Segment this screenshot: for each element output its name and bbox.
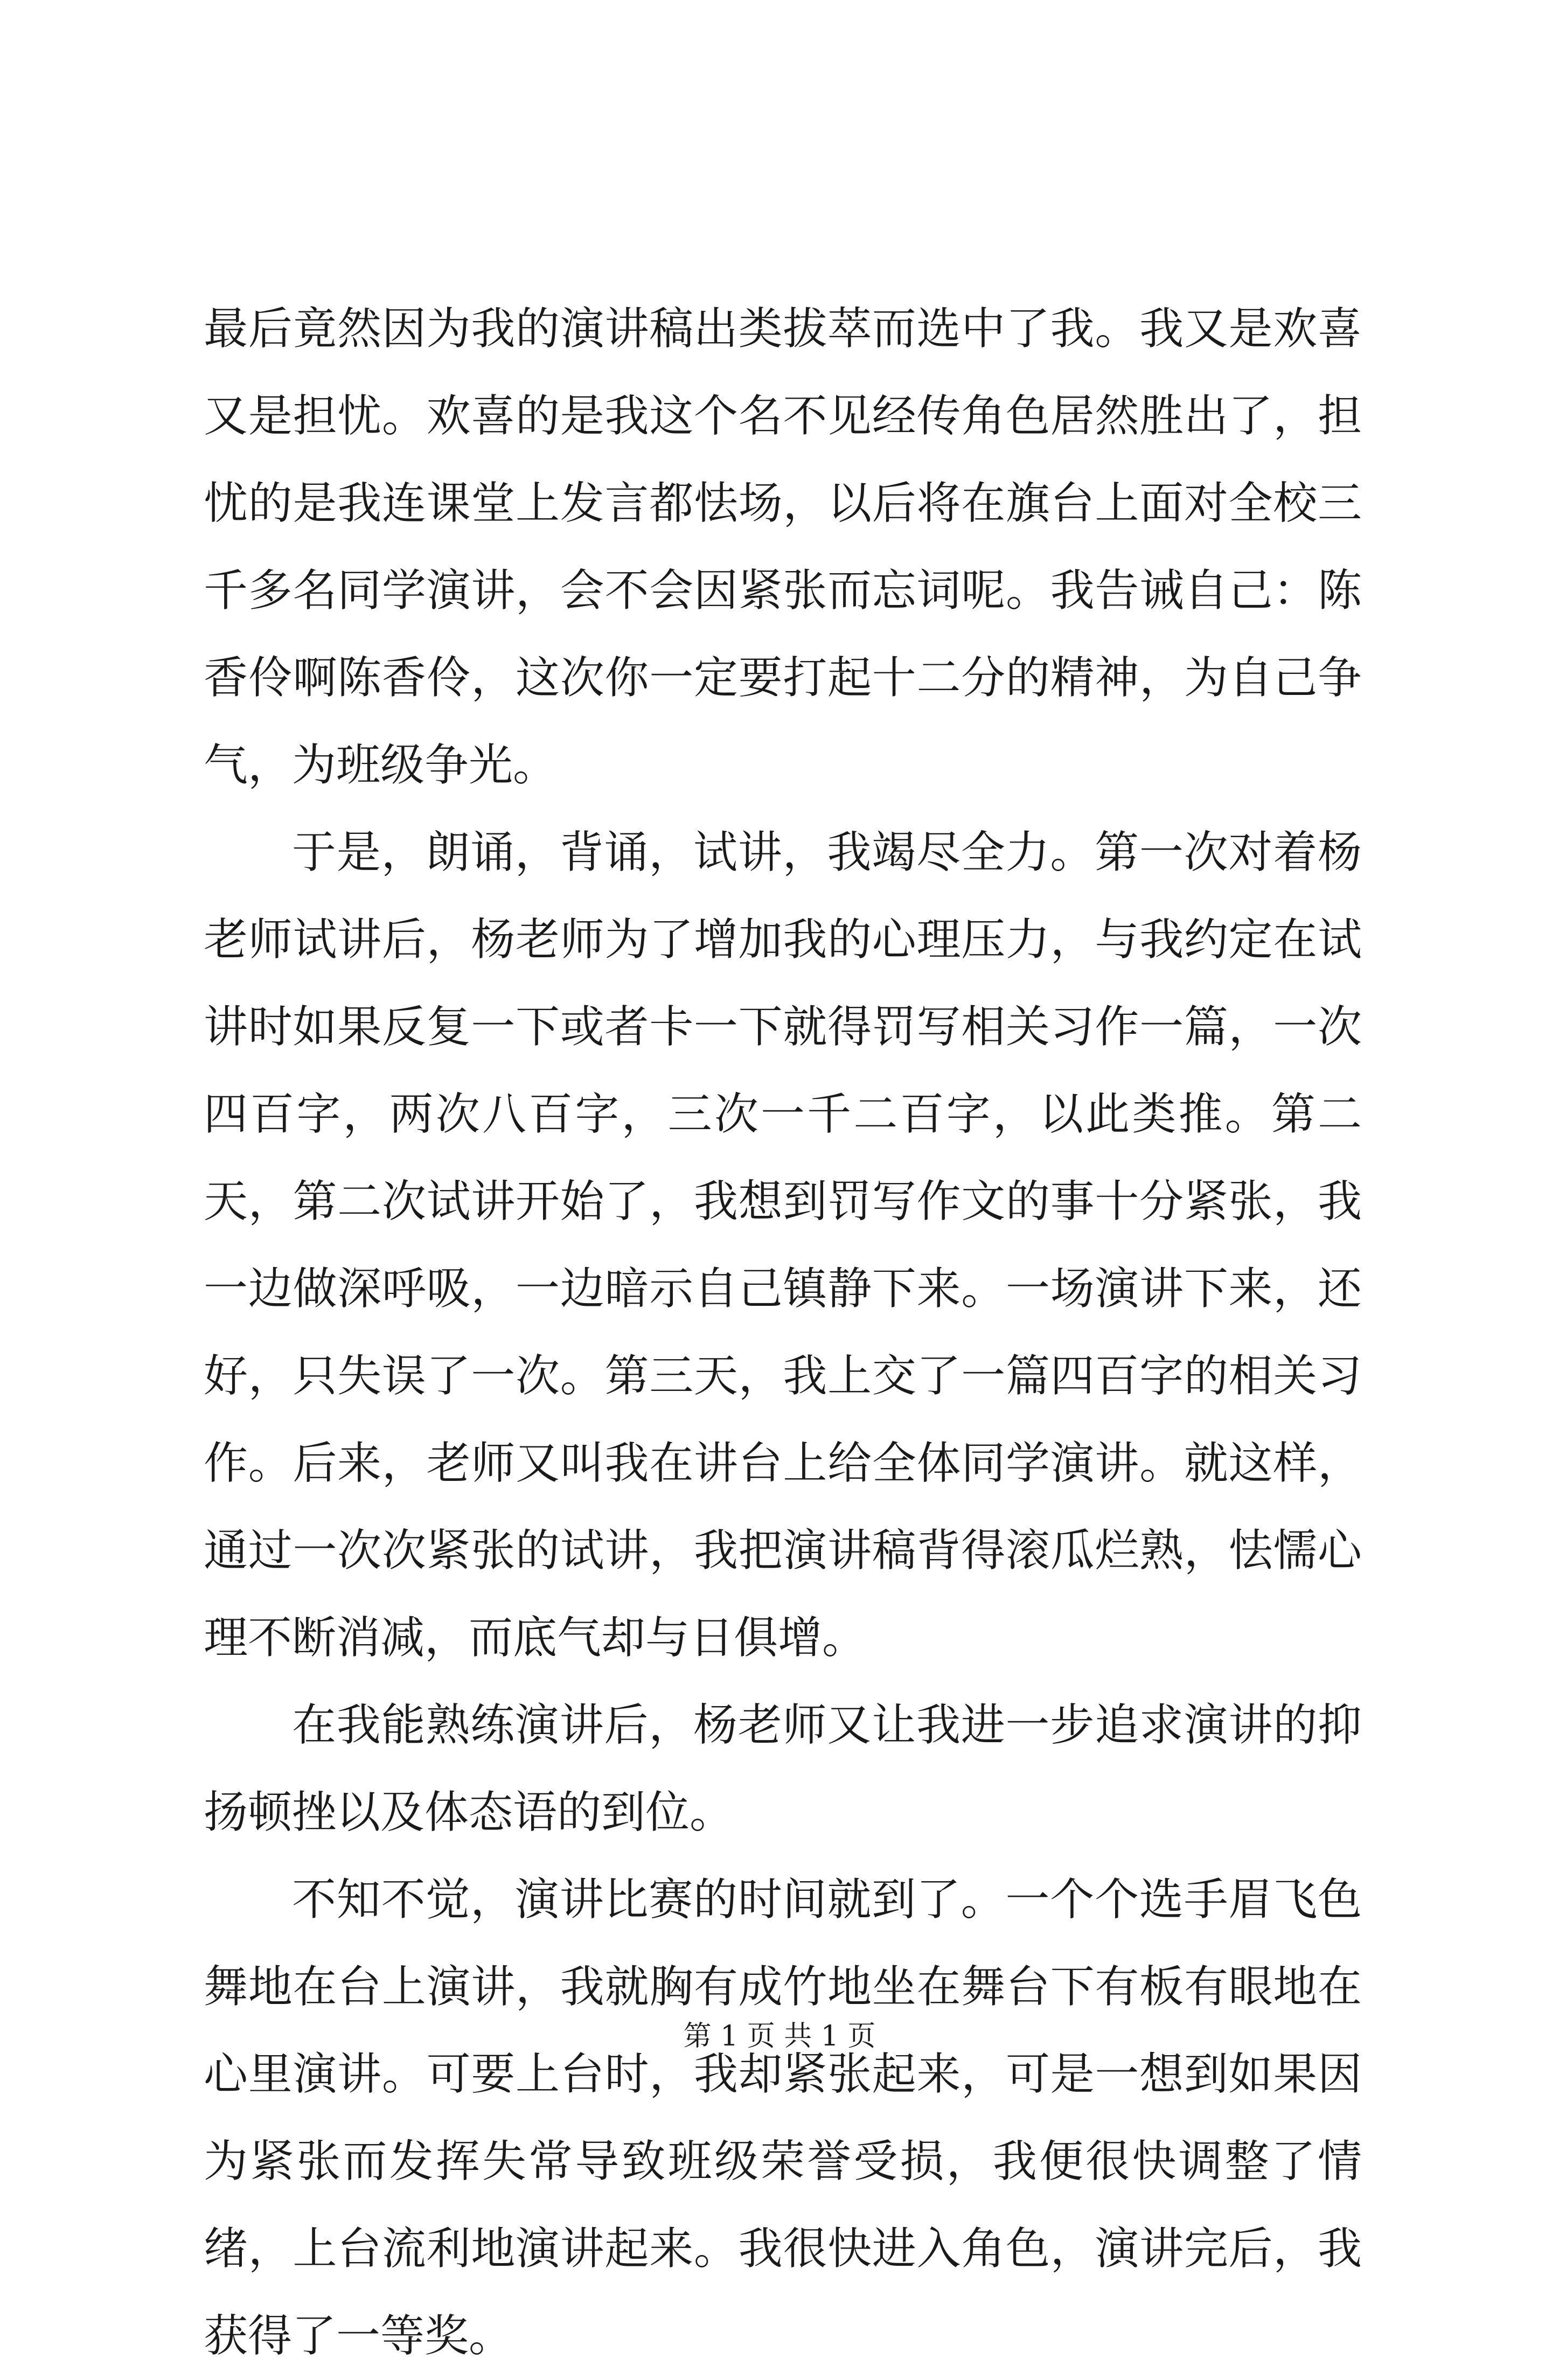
paragraph-4: 不知不觉，演讲比赛的时间就到了。一个个选手眉飞色舞地在台上演讲，我就胸有成竹地坐在舞台下有板有眼地在心里演讲。可要上台时，我却紧张起来，可是一想到如果因为紧张而发挥失常导致班级荣誉受损，我便很快调整了情绪，上台流利地演讲起来。我很快进入角色，演讲完后，我获得了一等奖。 xyxy=(204,1874,1362,2362)
paragraph-1: 最后竟然因为我的演讲稿出类拔萃而选中了我。我又是欢喜又是担忧。欢喜的是我这个名不见经传角色居然胜出了，担忧的是我连课堂上发言都怯场，以后将在旗台上面对全校三千多名同学演讲，会不会因紧张而忘词呢。我告诫自己：陈香伶啊陈香伶，这次你一定要打起十二分的精神，为自己争气，为班级争光。 xyxy=(204,303,1362,791)
paragraph-3: 在我能熟练演讲后，杨老师又让我进一步追求演讲的抑扬顿挫以及体态语的到位。 xyxy=(204,1700,1362,1838)
paragraph-2: 于是，朗诵，背诵，试讲，我竭尽全力。第一次对着杨老师试讲后，杨老师为了增加我的心理压力，与我约定在试讲时如果反复一下或者卡一下就得罚写相关习作一篇，一次四百字，两次八百字，三次一千二百字，以此类推。第二天，第二次试讲开始了，我想到罚写作文的事十分紧张，我一边做深呼吸，一边暗示自己镇静下来。一场演讲下来，还好，只失误了一次。第三天，我上交了一篇四百字的相关习作。后来，老师又叫我在讲台上给全体同学演讲。就这样，通过一次次紧张的试讲，我把演讲稿背得滚瓜烂熟，怯懦心理不断消减，而底气却与日俱增。 xyxy=(204,827,1362,1664)
document-body xyxy=(204,286,1362,2380)
page-footer: 第 1 页 共 1 页 xyxy=(683,2020,876,2052)
